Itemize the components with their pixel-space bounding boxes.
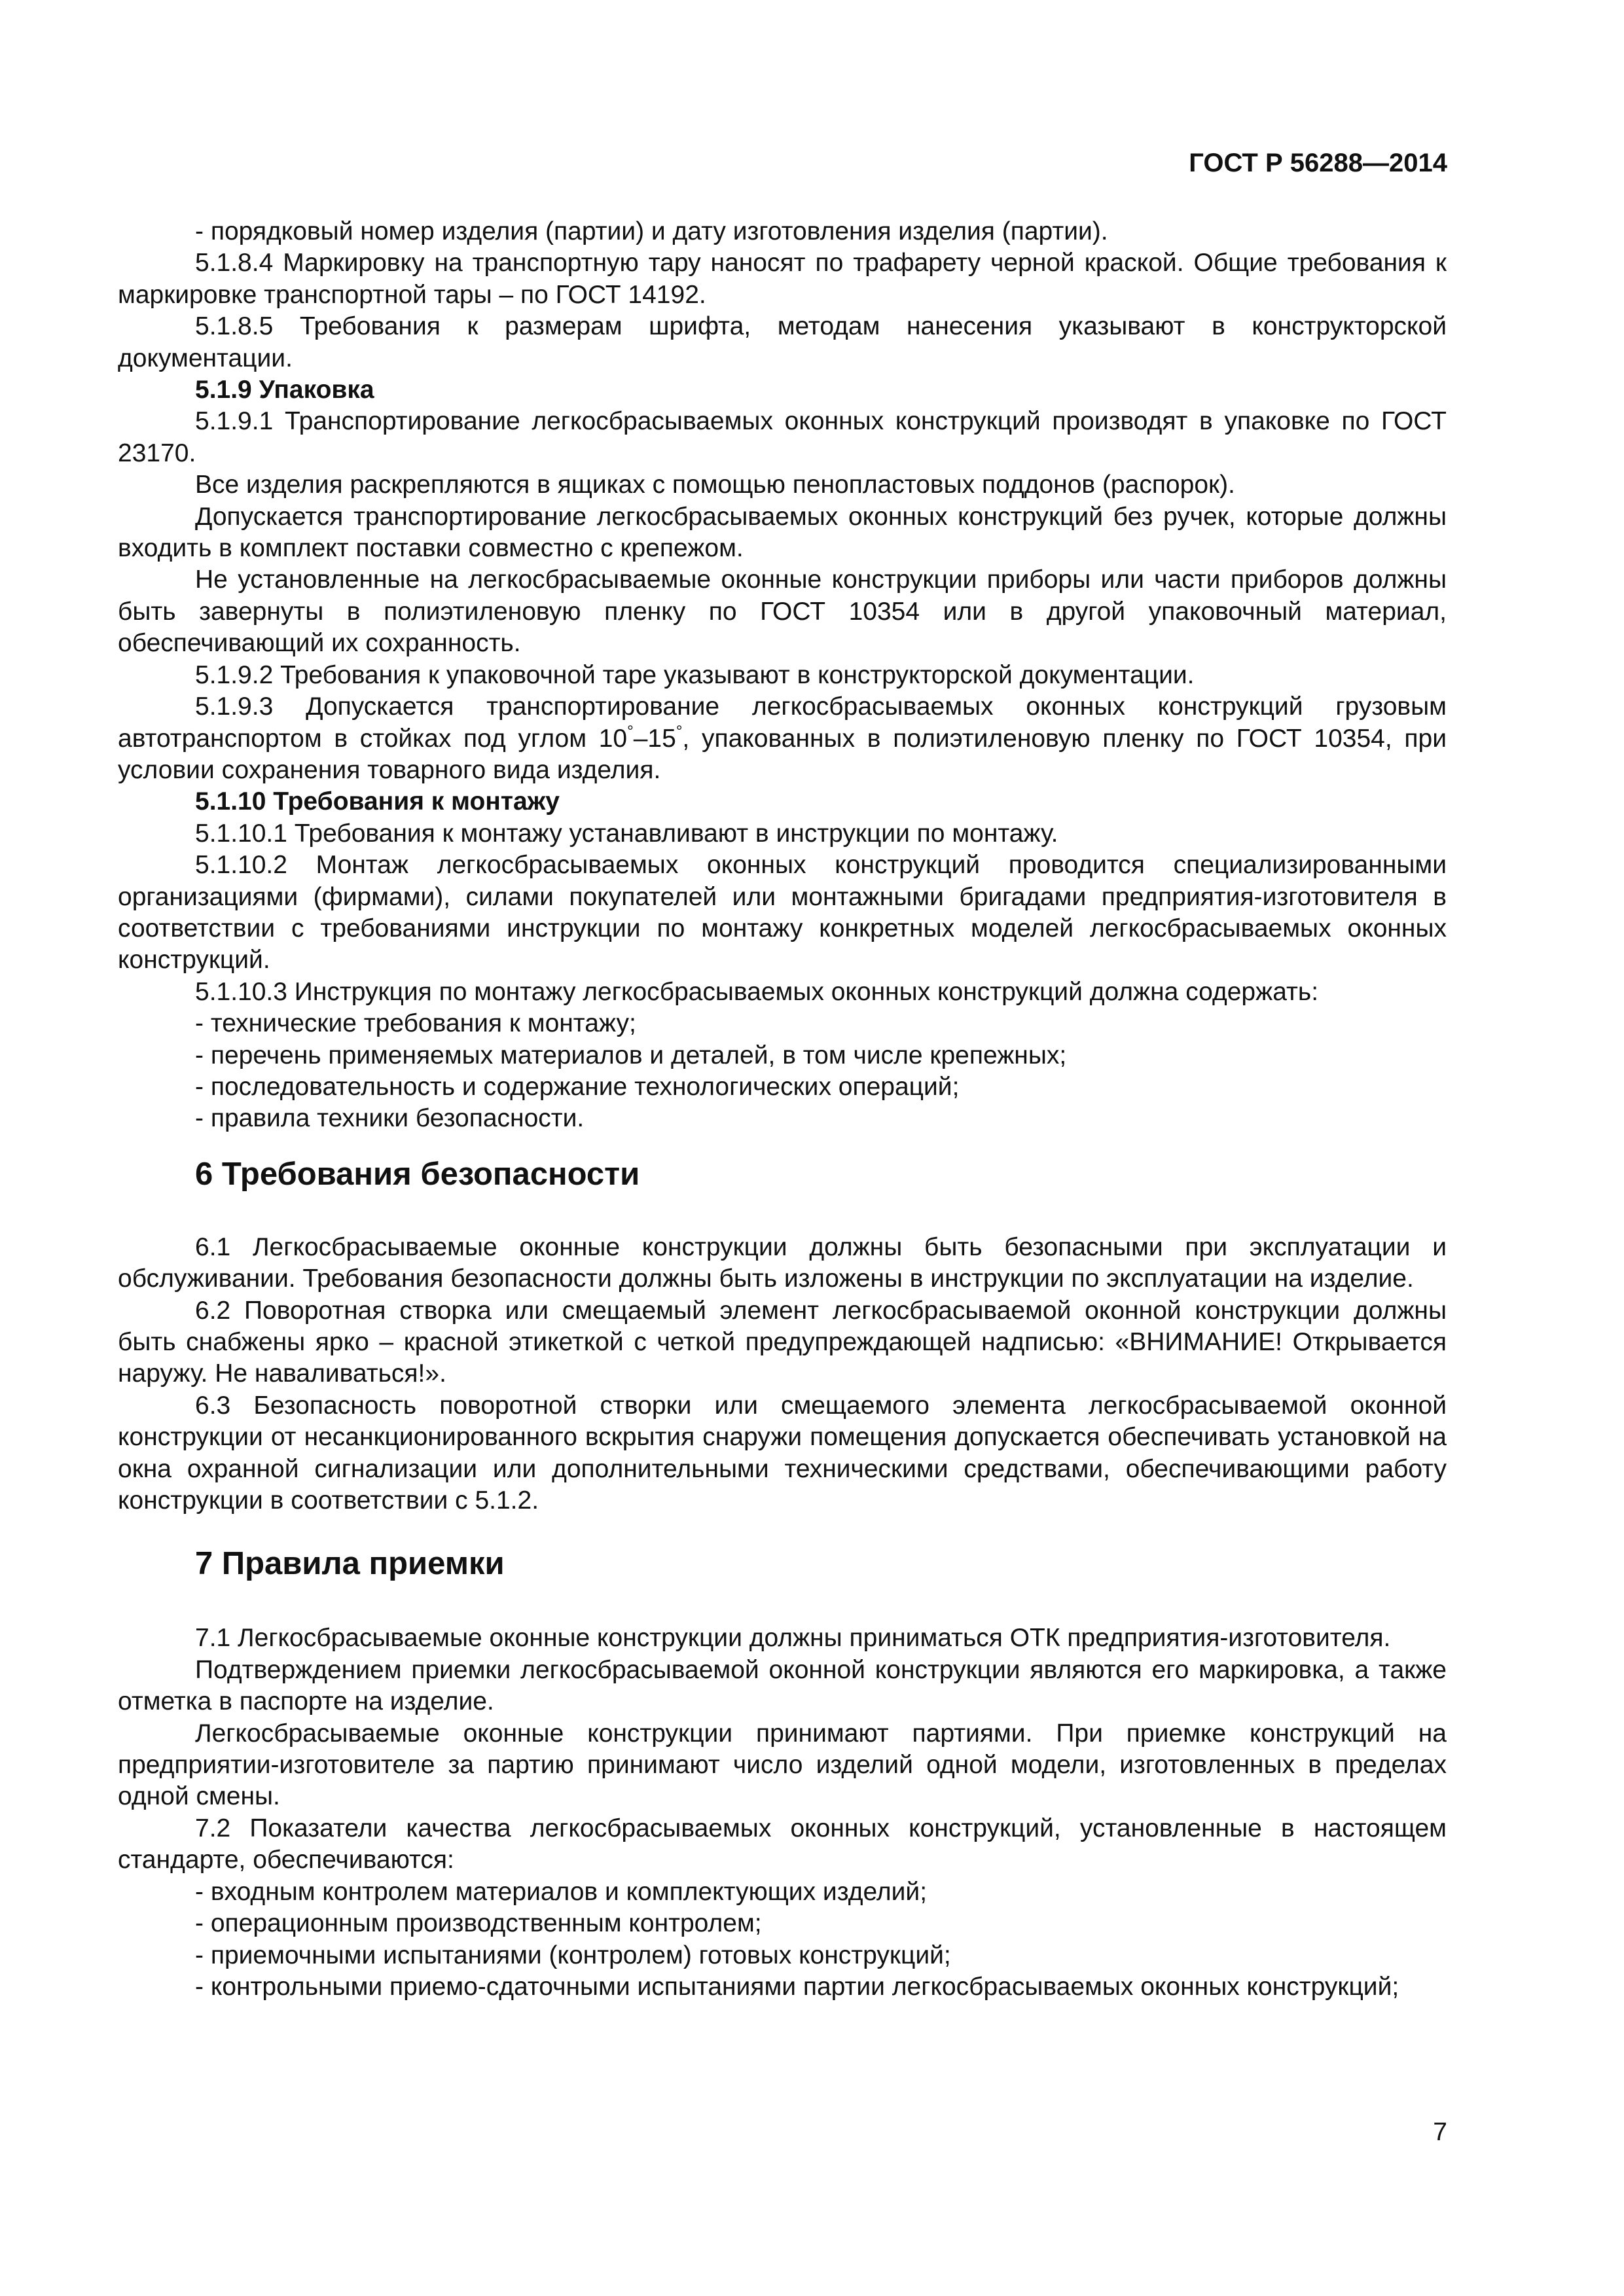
paragraph: Легкосбрасываемые оконные конструкции принимают партиями. При приемке конструкций на предприятии-изготовителе за партию принимают число изделий одной модели, изготовленных в пределах одной смены. <box>118 1719 1447 1811</box>
document-code-header: ГОСТ Р 56288—2014 <box>1189 149 1447 177</box>
paragraph: 5.1.10.2 Монтаж легкосбрасываемых оконных конструкций проводится специализированными организациями (фирмами), силами покупателей или монтажными бригадами предприятия-изготовителя в соответствии с требованиями инструкции по монтажу конкретных моделей легкосбрасываемых оконных конструкций. <box>118 851 1447 975</box>
paragraph: 5.1.10.1 Требования к монтажу устанавливают в инструкции по монтажу. <box>195 819 1058 848</box>
paragraph <box>118 691 1447 786</box>
section-7-heading: 7 Правила приемки <box>195 1546 505 1582</box>
paragraph-text: , упакованных в полиэтиленовую пленку по ГОСТ 10354, при условии сохранения товарного вида изделия. <box>118 724 1447 784</box>
list-item: - операционным производственным контролем; <box>195 1909 762 1938</box>
document-body <box>118 216 1447 2003</box>
paragraph: - порядковый номер изделия (партии) и дату изготовления изделия (партии). <box>195 217 1108 245</box>
degree-sign: ° <box>676 722 683 740</box>
paragraph: Подтверждением приемки легкосбрасываемой оконной конструкции являются его маркировка, а также отметка в паспорте на изделие. <box>118 1655 1447 1716</box>
list-item: - правила техники безопасности. <box>195 1104 585 1133</box>
subsection-heading: 5.1.9 Упаковка <box>195 376 374 404</box>
paragraph: 6.3 Безопасность поворотной створки или смещаемого элемента легкосбрасываемой оконной конструкции от несанкционированного вскрытия снаружи помещения допускается обеспечивать установкой на окна охранной сигнализации или дополнительными техническими средствами, обеспечивающими работу конструкции в соответствии с 5.1.2. <box>118 1391 1447 1515</box>
list-item: - перечень применяемых материалов и деталей, в том числе крепежных; <box>195 1041 1067 1069</box>
paragraph-text: 5.1.9.3 Допускается транспортирование легкосбрасываемых оконных конструкций грузовым автотранспортом в стойках под углом 10 <box>118 692 1447 753</box>
list-item: - контрольными приемо-сдаточными испытаниями партии легкосбрасываемых оконных конструкций; <box>195 1972 1399 2001</box>
list-item: - технические требования к монтажу; <box>195 1009 636 1038</box>
paragraph: 7.2 Показатели качества легкосбрасываемых оконных конструкций, установленные в настоящем стандарте, обеспечиваются: <box>118 1814 1447 1874</box>
subsection-heading: 5.1.10 Требования к монтажу <box>195 787 560 816</box>
list-item: - последовательность и содержание технологических операций; <box>195 1072 960 1101</box>
paragraph: 5.1.10.3 Инструкция по монтажу легкосбрасываемых оконных конструкций должна содержать: <box>195 977 1319 1006</box>
paragraph: 5.1.9.1 Транспортирование легкосбрасываемых оконных конструкций производят в упаковке по ГОСТ 23170. <box>118 407 1447 467</box>
paragraph: 6.2 Поворотная створка или смещаемый элемент легкосбрасываемой оконной конструкции должны быть снабжены ярко – красной этикеткой с четкой предупреждающей надписью: «ВНИМАНИЕ! Открывается наружу. Не наваливаться!». <box>118 1296 1447 1388</box>
paragraph: Допускается транспортирование легкосбрасываемых оконных конструкций без ручек, которые должны входить в комплект поставки совместно с крепежом. <box>118 502 1447 563</box>
paragraph: 5.1.9.2 Требования к упаковочной таре указывают в конструкторской документации. <box>195 660 1195 689</box>
page-number: 7 <box>1433 2118 1447 2146</box>
list-item: - входным контролем материалов и комплектующих изделий; <box>195 1877 928 1906</box>
list-item: - приемочными испытаниями (контролем) готовых конструкций; <box>195 1941 951 1969</box>
degree-sign: ° <box>627 722 634 740</box>
paragraph: Все изделия раскрепляются в ящиках с помощью пенопластовых поддонов (распорок). <box>195 471 1235 499</box>
paragraph: 5.1.8.5 Требования к размерам шрифта, методам нанесения указывают в конструкторской документации. <box>118 312 1447 372</box>
paragraph-text: –15 <box>633 724 676 753</box>
paragraph: 6.1 Легкосбрасываемые оконные конструкции должны быть безопасными при эксплуатации и обслуживании. Требования безопасности должны быть изложены в инструкции по эксплуатации на изделие. <box>118 1232 1447 1293</box>
paragraph: 5.1.8.4 Маркировку на транспортную тару наносят по трафарету черной краской. Общие требования к маркировке транспортной тары – по ГОСТ 14192. <box>118 249 1447 309</box>
paragraph: Не установленные на легкосбрасываемые оконные конструкции приборы или части приборов должны быть завернуты в полиэтиленовую пленку по ГОСТ 10354 или в другой упаковочный материал, обеспечивающий их сохранность. <box>118 565 1447 658</box>
section-6-heading: 6 Требования безопасности <box>195 1156 640 1192</box>
paragraph: 7.1 Легкосбрасываемые оконные конструкции должны приниматься ОТК предприятия-изготовителя. <box>195 1624 1391 1653</box>
